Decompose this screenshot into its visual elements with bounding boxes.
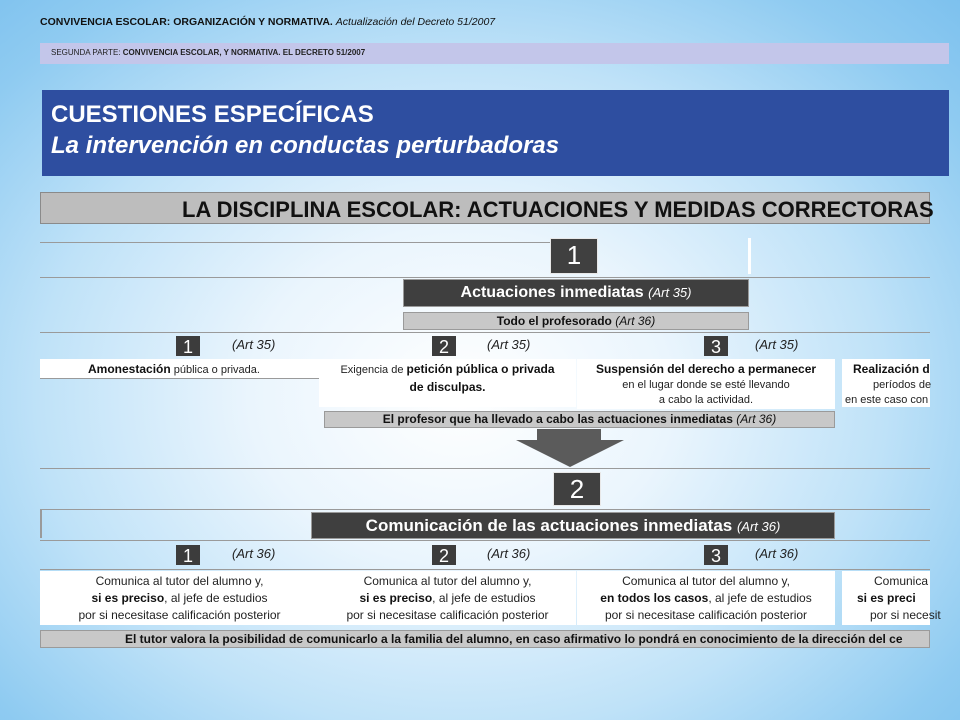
measure-title: Realización d xyxy=(853,362,930,376)
communication-bold: si es preci xyxy=(857,591,916,605)
down-arrow-head-icon xyxy=(516,440,624,467)
measure-title-2: de disculpas. xyxy=(409,380,486,394)
measure-text: a cabo la actividad. xyxy=(658,394,754,406)
communication-text: por si necesitase calificación posterior xyxy=(604,608,808,622)
responsible-text: El profesor que ha llevado a cabo las actuaciones inmediatas xyxy=(382,412,733,426)
divider xyxy=(748,238,751,274)
item-number: 1 xyxy=(176,336,200,356)
header-subtitle-prefix: SEGUNDA PARTE: xyxy=(51,48,121,57)
item-art: (Art 35) xyxy=(755,337,799,352)
divider xyxy=(40,540,930,541)
communication-text: por si necesitase calificación posterior xyxy=(78,608,281,622)
communication-bold: si es preciso xyxy=(359,591,433,605)
discipline-banner xyxy=(40,192,934,224)
header-title-italic: Actualización del Decreto 51/2007 xyxy=(335,16,496,28)
communication-text: , al jefe de estudios xyxy=(708,591,812,605)
item-number: 3 xyxy=(704,545,728,565)
measure-title: petición pública o privada xyxy=(406,362,555,376)
section1-title: Actuaciones inmediatas xyxy=(460,284,644,301)
item-art: (Art 36) xyxy=(755,546,799,561)
banner-text: LA DISCIPLINA ESCOLAR: ACTUACIONES Y MEDIDAS CORRECTORAS xyxy=(182,197,934,222)
title-line-2: La intervención en conductas perturbadoras xyxy=(51,132,560,159)
measure-text: Exigencia de xyxy=(340,364,407,376)
communication-item xyxy=(40,571,319,625)
section1-subtitle-bar xyxy=(403,312,749,330)
divider xyxy=(40,468,930,469)
communication-text: por si necesit xyxy=(870,608,941,622)
communication-text: , al jefe de estudios xyxy=(432,591,536,605)
item-art: (Art 36) xyxy=(232,546,276,561)
divider xyxy=(40,510,42,538)
communication-text: , al jefe de estudios xyxy=(164,591,268,605)
communication-text: por si necesitase calificación posterior xyxy=(346,608,549,622)
measure-text: en este caso con xyxy=(845,394,929,406)
item-art: (Art 35) xyxy=(487,337,531,352)
section1-responsible-bar xyxy=(324,411,835,428)
measure-text: pública o privada. xyxy=(170,364,260,376)
responsible-art: (Art 36) xyxy=(736,412,777,426)
item-art: (Art 35) xyxy=(232,337,276,352)
header-title-bold: CONVIVENCIA ESCOLAR: ORGANIZACIÓN Y NORMATIVA. xyxy=(40,16,333,28)
communication-item xyxy=(842,571,941,625)
measure-realizacion xyxy=(842,359,930,407)
item-number: 3 xyxy=(704,336,728,356)
measure-title: Suspensión del derecho a permanecer xyxy=(595,362,817,376)
measure-text: en el lugar donde se esté llevando xyxy=(622,379,790,391)
item-number: 2 xyxy=(432,545,456,565)
measure-title: Amonestación xyxy=(88,362,171,376)
communication-text: Comunica al tutor del alumno y, xyxy=(622,574,790,588)
communication-bold: si es preciso xyxy=(91,591,165,605)
section2-title: Comunicación de las actuaciones inmediatas xyxy=(365,516,733,535)
divider xyxy=(40,277,930,278)
item-number: 2 xyxy=(432,336,456,356)
section1-title-art: (Art 35) xyxy=(648,285,692,300)
communication-bold: en todos los casos xyxy=(600,591,709,605)
item-number: 1 xyxy=(176,545,200,565)
section2-footer-bar xyxy=(40,630,930,648)
communication-text: Comunica al tutor del alumno y, xyxy=(363,574,532,588)
communication-text: Comunica xyxy=(874,574,929,588)
communication-item xyxy=(577,571,835,625)
divider xyxy=(40,509,930,510)
footer-text: El tutor valora la posibilidad de comunicarlo a la familia del alumno, en caso afirmativo lo pondrá en conocimiento de la dirección del ce xyxy=(125,632,903,646)
section2-title-art: (Art 36) xyxy=(736,519,781,534)
divider xyxy=(40,569,930,570)
section1-title-bar xyxy=(403,279,749,307)
measure-disculpas xyxy=(319,359,576,407)
divider xyxy=(40,332,930,333)
title-line-1: CUESTIONES ESPECÍFICAS xyxy=(51,101,374,128)
communication-item xyxy=(319,571,576,625)
header-subtitle-bar xyxy=(40,43,949,64)
communication-text: Comunica al tutor del alumno y, xyxy=(95,574,264,588)
header-subtitle-bold: CONVIVENCIA ESCOLAR, Y NORMATIVA. EL DECRETO 51/2007 xyxy=(122,48,366,57)
section1-number: 1 xyxy=(550,238,598,274)
section2-title-bar xyxy=(311,512,835,539)
measure-suspension xyxy=(577,359,835,409)
title-box xyxy=(42,90,949,176)
header-title xyxy=(40,16,495,28)
divider xyxy=(40,242,550,243)
item-art: (Art 36) xyxy=(487,546,531,561)
measure-text: períodos de xyxy=(873,379,932,391)
section1-subtitle: Todo el profesorado xyxy=(496,314,612,328)
measure-amonestacion xyxy=(40,359,319,379)
section1-subtitle-art: (Art 36) xyxy=(615,314,656,328)
section2-number: 2 xyxy=(553,472,601,506)
